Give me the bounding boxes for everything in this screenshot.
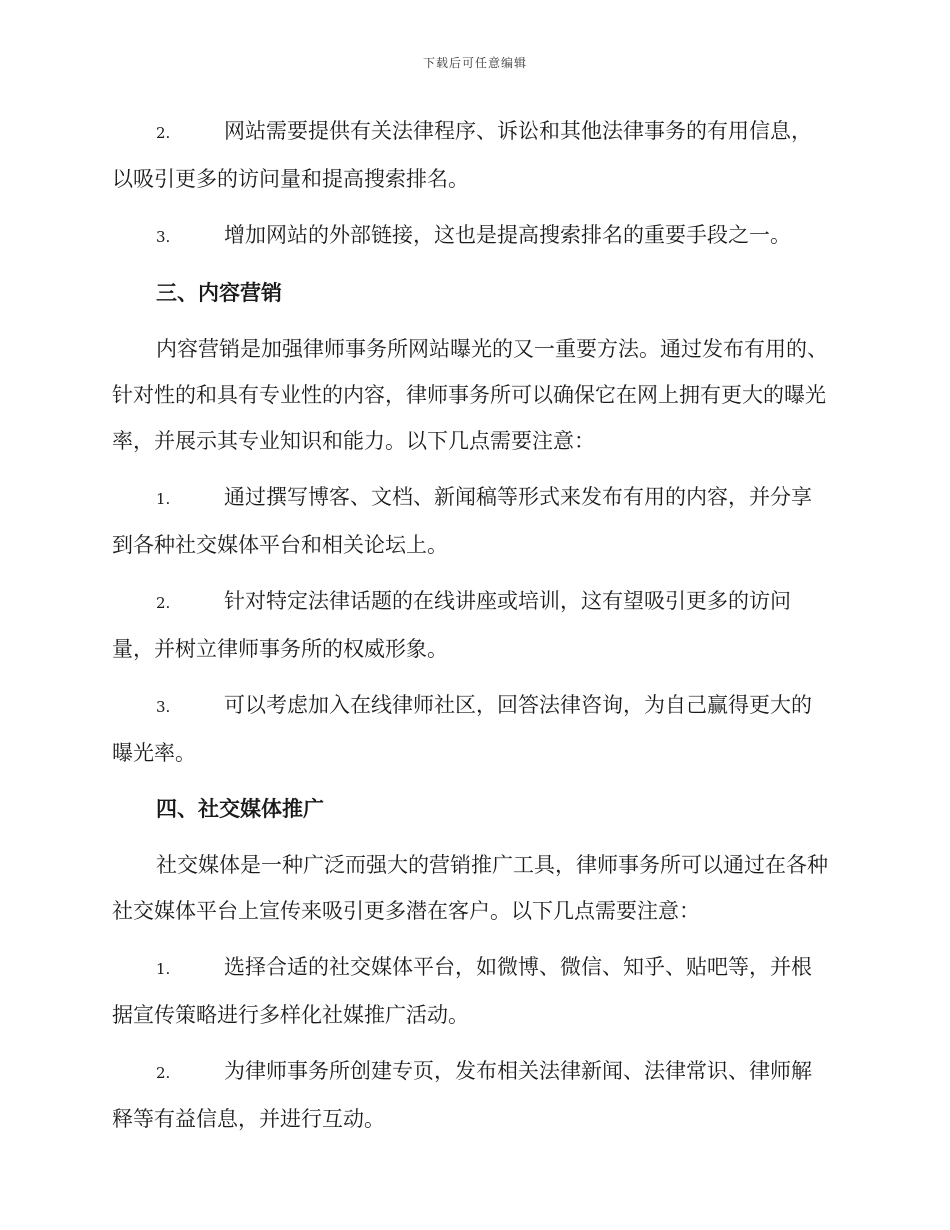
list-item: [112, 474, 832, 568]
document-body: [112, 108, 832, 1152]
list-number: 1.: [156, 960, 171, 978]
list-number: 3.: [156, 698, 171, 716]
body-paragraph: 社交媒体是一种广泛而强大的营销推广工具，律师事务所可以通过在各种社交媒体平台上宣传来吸引更多潜在客户。以下几点需要注意：: [112, 853, 828, 923]
list-item-text: 为律师事务所创建专页，发布相关法律新闻、法律常识、律师解释等有益信息，并进行互动。: [112, 1059, 812, 1131]
list-number: 2.: [156, 1064, 171, 1082]
list-number: 2.: [156, 594, 171, 612]
list-item: [112, 212, 832, 260]
list-item-text: 网站需要提供有关法律程序、诉讼和其他法律事务的有用信息，以吸引更多的访问量和提高搜索排名。: [112, 119, 812, 191]
section-heading: 四、社交媒体推广: [156, 796, 324, 821]
list-item-text: 可以考虑加入在线律师社区，回答法律咨询，为自己赢得更大的曝光率。: [112, 693, 812, 765]
page-header: 下载后可任意编辑: [422, 56, 527, 70]
list-number: 2.: [156, 124, 171, 142]
list-number: 1.: [156, 490, 171, 508]
list-item-text: 通过撰写博客、文档、新闻稿等形式来发布有用的内容，并分享到各种社交媒体平台和相关论坛上。: [112, 485, 812, 557]
list-item: [112, 682, 832, 776]
list-item-text: 针对特定法律话题的在线讲座或培训，这有望吸引更多的访问量，并树立律师事务所的权威形象。: [112, 589, 791, 661]
section-heading: 三、内容营销: [156, 280, 282, 305]
body-paragraph: 内容营销是加强律师事务所网站曝光的又一重要方法。通过发布有用的、针对性的和具有专业性的内容，律师事务所可以确保它在网上拥有更大的曝光率，并展示其专业知识和能力。以下几点需要注意：: [112, 337, 828, 453]
list-item: [112, 578, 832, 672]
list-item: [112, 108, 832, 202]
list-item: [112, 1048, 832, 1142]
list-item-text: 选择合适的社交媒体平台，如微博、微信、知乎、贴吧等，并根据宣传策略进行多样化社媒推广活动。: [112, 955, 812, 1027]
list-number: 3.: [156, 228, 171, 246]
list-item-text: 增加网站的外部链接，这也是提高搜索排名的重要手段之一。: [224, 223, 791, 247]
list-item: [112, 944, 832, 1038]
